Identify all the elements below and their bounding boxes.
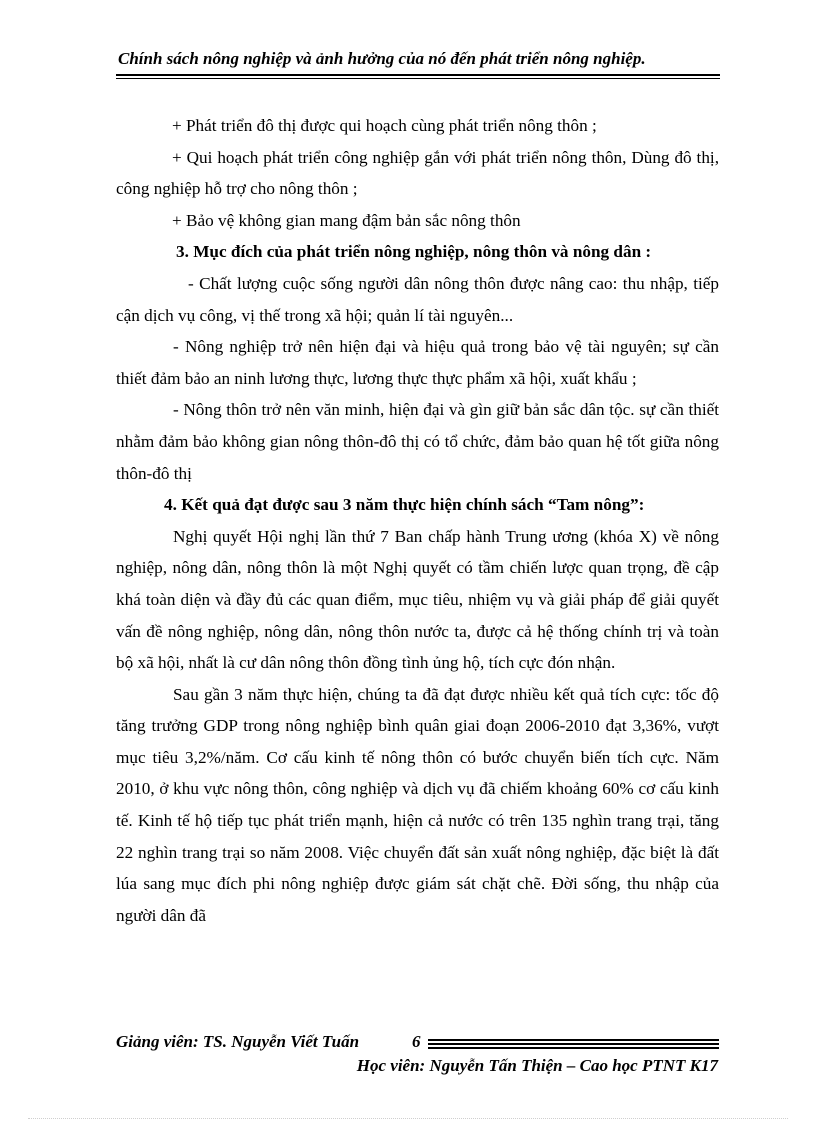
- paragraph: - Chất lượng cuộc sống người dân nông thôn được nâng cao: thu nhập, tiếp cận dịch vụ công, vị thế trong xã hội; quản lí tài nguyên...: [116, 273, 719, 325]
- footer-rule-3: [428, 1047, 719, 1049]
- section-heading: 4. Kết quả đạt được sau 3 năm thực hiện chính sách “Tam nông”:: [164, 495, 645, 515]
- document-body: [116, 110, 719, 931]
- page-edge-dotted-line: [28, 1118, 788, 1119]
- running-header-title: Chính sách nông nghiệp và ảnh hưởng của nó đến phát triển nông nghiệp.: [118, 49, 646, 68]
- header-rule-thin: [116, 78, 720, 79]
- paragraph: Sau gần 3 năm thực hiện, chúng ta đã đạt được nhiều kết quả tích cực: tốc độ tăng trưởng GDP trong nông nghiệp bình quân giai đoạn 2006-2010 đạt 3,36%, vượt mục tiêu 3,2%/năm. Cơ cấu kinh tế nông thôn có bước chuyển biến tích cực. Năm 2010, ở khu vực nông thôn, công nghiệp và dịch vụ đã chiếm khoảng 60% cơ cấu kinh tế. Kinh tế hộ tiếp tục phát triển mạnh, hiện cả nước có trên 135 nghìn trang trại, tăng 22 nghìn trang trại so năm 2008. Việc chuyển đất sản xuất nông nghiệp, đặc biệt là đất lúa sang mục đích phi nông nghiệp được giám sát chặt chẽ. Đời sống, thu nhập của người dân đã: [116, 684, 719, 925]
- page-number: 6: [412, 1032, 421, 1051]
- paragraph: - Nông nghiệp trở nên hiện đại và hiệu quả trong bảo vệ tài nguyên; sự cần thiết đảm bảo an ninh lương thực, lương thực thực phẩm xã hội, xuất khẩu ;: [116, 337, 719, 388]
- footer-lecturer: Giảng viên: TS. Nguyễn Viết Tuấn: [116, 1032, 360, 1051]
- paragraph: + Qui hoạch phát triển công nghiệp gắn với phát triển nông thôn, Dùng đô thị, công nghiệp hỗ trợ cho nông thôn ;: [116, 147, 719, 199]
- paragraph: + Phát triển đô thị được qui hoạch cùng phát triển nông thôn ;: [172, 116, 597, 135]
- section-heading: 3. Mục đích của phát triển nông nghiệp, nông thôn và nông dân :: [176, 242, 652, 262]
- footer-rule-1: [428, 1039, 719, 1041]
- paragraph: - Nông thôn trở nên văn minh, hiện đại và gìn giữ bản sắc dân tộc. sự cần thiết nhằm đảm bảo không gian nông thôn-đô thị có tổ chức, đảm bảo quan hệ tốt giữa nông thôn-đô thị: [116, 400, 719, 483]
- footer-rule-2: [428, 1043, 719, 1045]
- paragraph: + Bảo vệ không gian mang đậm bản sắc nông thôn: [172, 210, 521, 230]
- header-rule-thick: [116, 74, 720, 76]
- paragraph: Nghị quyết Hội nghị lần thứ 7 Ban chấp hành Trung ương (khóa X) về nông nghiệp, nông dân, nông thôn là một Nghị quyết có tầm chiến lược quan trọng, đề cập khá toàn diện và đầy đủ các quan điểm, mục tiêu, nhiệm vụ và giải pháp để giải quyết vấn đề nông nghiệp, nông dân, nông thôn nước ta, được cả hệ thống chính trị và toàn bộ xã hội, nhất là cư dân nông thôn đồng tình ủng hộ, tích cực đón nhận.: [116, 526, 719, 673]
- footer-student: Học viên: Nguyễn Tấn Thiện – Cao học PTNT K17: [356, 1056, 718, 1075]
